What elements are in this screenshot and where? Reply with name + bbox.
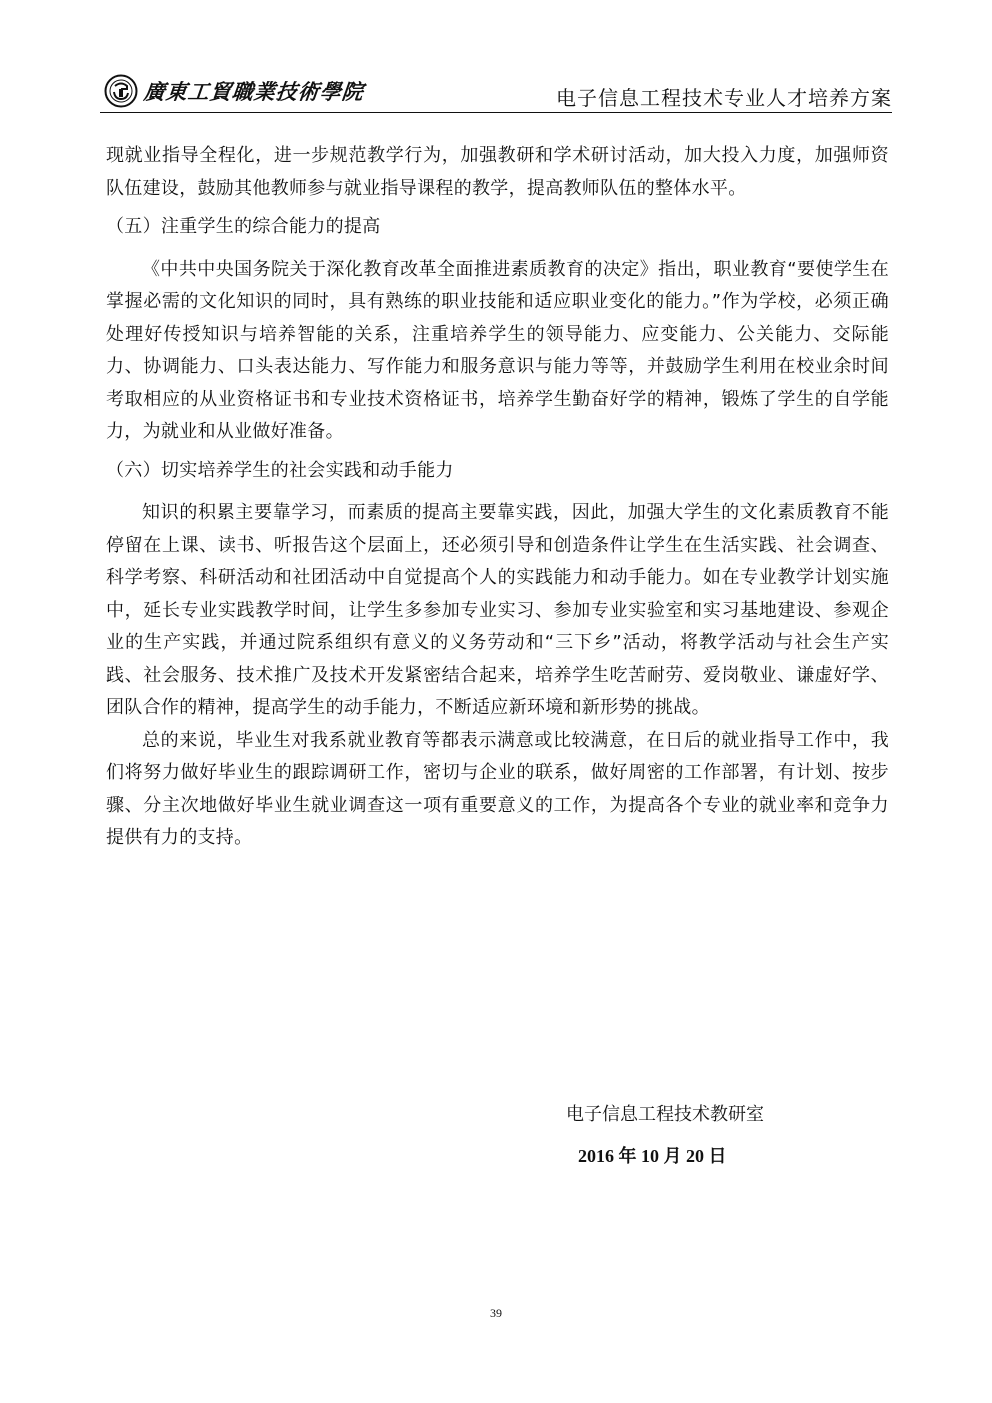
paragraph-4: 总的来说，毕业生对我系就业教育等都表示满意或比较满意，在日后的就业指导工作中，我们将努力做好毕业生的跟踪调研工作，密切与企业的联系，做好周密的工作部署，有计划、按步骤、分主次地做好毕业生就业调查这一项有重要意义的工作，为提高各个专业的就业率和竞争力提供有力的支持。 — [106, 729, 889, 848]
paragraph-1: 现就业指导全程化，进一步规范教学行为，加强教研和学术研讨活动，加大投入力度，加强师资队伍建设，鼓励其他教师参与就业指导课程的教学，提高教师队伍的整体水平。 — [106, 145, 889, 199]
page-number: 39 — [490, 1306, 502, 1320]
school-logo — [104, 74, 364, 108]
signature-org: 电子信息工程技术教研室 — [566, 1104, 764, 1125]
signature-date: 2016 年 10 月 20 日 — [578, 1146, 727, 1166]
paragraph-3: 知识的积累主要靠学习，而素质的提高主要靠实践，因此，加强大学生的文化素质教育不能停留在上课、读书、听报告这个层面上，还必须引导和创造条件让学生在生活实践、社会调查、科学考察、科研活动和社团活动中自觉提高个人的实践能力和动手能力。如在专业教学计划实施中，延长专业实践教学时间，让学生多参加专业实习、参加专业实验室和实习基地建设、参观企业的生产实践，并通过院系组织有意义的义务劳动和“三下乡”活动，将教学活动与社会生产实践、社会服务、技术推广及技术开发紧密结合起来，培养学生吃苦耐劳、爱岗敬业、谦虚好学、团队合作的精神，提高学生的动手能力，不断适应新环境和新形势的挑战。 — [106, 502, 889, 718]
document-body — [106, 140, 889, 855]
document-title: 电子信息工程技术专业人才培养方案 — [556, 86, 892, 110]
header-divider — [100, 112, 892, 113]
page-header — [100, 68, 892, 112]
section-heading-5: （五）注重学生的综合能力的提高 — [106, 216, 381, 237]
school-name: 廣東工貿職業技術學院 — [142, 79, 366, 104]
section-heading-6: （六）切实培养学生的社会实践和动手能力 — [106, 459, 454, 481]
paragraph-2: 《中共中央国务院关于深化教育改革全面推进素质教育的决定》指出，职业教育“要使学生在掌握必需的文化知识的同时，具有熟练的职业技能和适应职业变化的能力。”作为学校，必须正确处理好传授知识与培养智能的关系，注重培养学生的领导能力、应变能力、公关能力、交际能力、协调能力、口头表达能力、写作能力和服务意识与能力等等，并鼓励学生利用在校业余时间考取相应的从业资格证书和专业技术资格证书，培养学生勤奋好学的精神，锻炼了学生的自学能力，为就业和从业做好准备。 — [106, 258, 889, 442]
school-emblem-icon — [104, 74, 138, 108]
